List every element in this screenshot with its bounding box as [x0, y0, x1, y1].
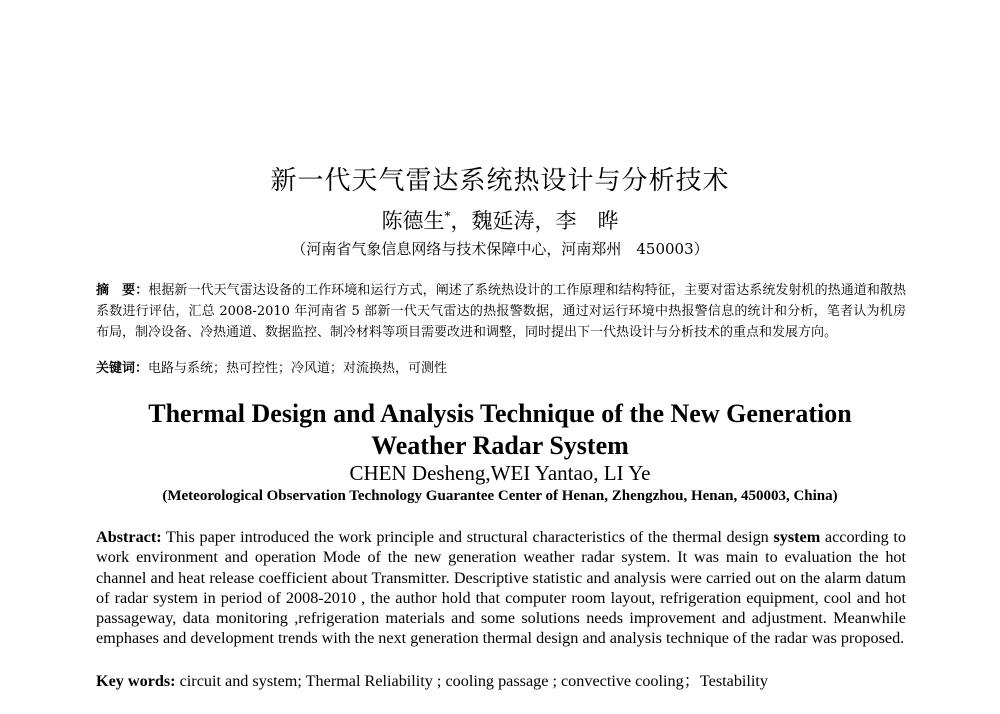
chinese-authors — [0, 205, 1000, 235]
chinese-keywords — [96, 358, 906, 379]
english-abstract-bold-word: system — [773, 528, 821, 546]
chinese-abstract — [96, 280, 906, 343]
english-affiliation: (Meteorological Observation Technology Guarantee Center of Henan, Zhengzhou, Henan, 450003, China) — [162, 488, 838, 504]
chinese-title: 新一代天气雷达系统热设计与分析技术 — [270, 166, 730, 196]
english-keywords-text: circuit and system; Thermal Reliability ; cooling passage ; convective cooling；Testability — [175, 672, 768, 690]
english-abstract-text-2: according to work environment and operation Mode of the new generation weather radar system. It was main to evaluation the hot channel and heat release coefficient about Transmitter. Descriptive statistic and analysis were carried out on the alarm datum of radar system in period of 2008-2010 , the author hold that computer room layout, refrigeration equipment, cool and hot passageway, data monitoring ,refrigeration materials and some solutions needs improvement and adjustment. Meanwhile emphases and development trends with the next generation thermal design and analysis technique of the radar was proposed. — [96, 528, 906, 648]
english-abstract-text-1: This paper introduced the work principle and structural characteristics of the thermal design — [161, 528, 774, 546]
corresponding-author-mark: * — [444, 209, 451, 223]
english-keywords-label: Key words: — [96, 672, 176, 690]
english-authors: CHEN Desheng,WEI Yantao, LI Ye — [349, 461, 651, 485]
english-title-line2: Weather Radar System — [371, 431, 629, 460]
chinese-affiliation: （河南省气象信息网络与技术保障中心，河南郑州 450003） — [291, 240, 709, 258]
chinese-keywords-text: 电路与系统；热可控性；冷风道；对流换热，可测性 — [148, 361, 448, 376]
english-keywords — [96, 671, 906, 691]
english-title — [0, 398, 1000, 462]
english-title-line1: Thermal Design and Analysis Technique of the New Generation — [148, 399, 852, 428]
chinese-abstract-label: 摘 要： — [96, 283, 149, 298]
chinese-keywords-label: 关键词： — [96, 361, 149, 376]
first-author: 陈德生 — [381, 209, 445, 233]
english-abstract — [96, 527, 906, 649]
chinese-abstract-text: 根据新一代天气雷达设备的工作环境和运行方式，阐述了系统热设计的工作原理和结构特征，主要对雷达系统发射机的热通道和散热系数进行评估，汇总 2008-2010 年河南省 5 部新一代天气雷达的热报警数据，通过对运行环境中热报警信息的统计和分析，笔者认为机房布局，制冷设备、冷热通道、数据监控、制冷材料等项目需要改进和调整，同时提出下一代热设计与分析技术的重点和发展方向。 — [96, 283, 906, 340]
english-abstract-label: Abstract: — [96, 528, 162, 546]
other-authors: ，魏延涛，李 晔 — [450, 209, 619, 233]
